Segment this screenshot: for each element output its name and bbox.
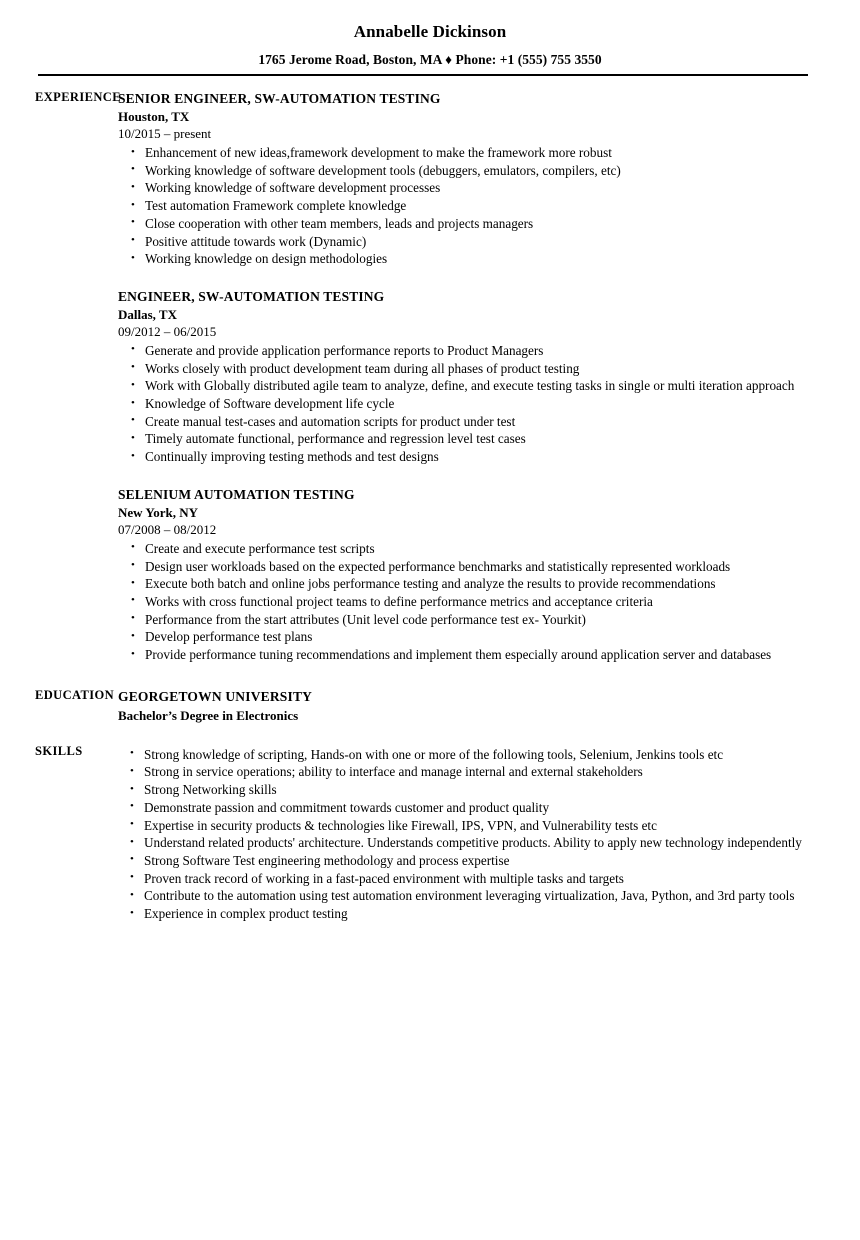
list-item: • Enhancement of new ideas,framework development to make the framework more robust [118,144,812,162]
job-responsibility-list [118,540,812,664]
list-item: • Timely automate functional, performance and regression level test cases [118,430,812,448]
list-item: • Positive attitude towards work (Dynamic) [118,233,812,251]
list-item: • Understand related products' architecture. Understands competitive products. Ability to apply new technology independently [118,834,812,852]
list-item: • Working knowledge of software development processes [118,179,812,197]
list-item: • Generate and provide application performance reports to Product Managers [118,342,812,360]
experience-entry [118,90,812,268]
experience-section [0,90,860,664]
list-item: • Develop performance test plans [118,628,812,646]
job-responsibility-list [118,342,812,466]
list-item: • Work with Globally distributed agile team to analyze, define, and execute testing tasks in single or multi iteration approach [118,377,812,395]
education-section [0,688,860,724]
job-dates: 10/2015 – present [118,126,212,141]
education-school: GEORGETOWN UNIVERSITY [118,688,313,704]
candidate-name: Annabelle Dickinson [353,22,507,41]
list-item: • Contribute to the automation using test automation environment leveraging virtualization, Java, Python, and 3rd party tools [118,887,812,905]
skills-list [118,746,812,923]
list-item: • Create and execute performance test scripts [118,540,812,558]
list-item: • Provide performance tuning recommendations and implement them especially around application server and databases [118,646,812,664]
education-body [118,688,860,724]
list-item: • Strong in service operations; ability to interface and manage internal and external stakeholders [118,763,812,781]
list-item: • Performance from the start attributes (Unit level code performance test ex- Yourkit) [118,611,812,629]
list-item: • Close cooperation with other team members, leads and projects managers [118,215,812,233]
job-dates: 07/2008 – 08/2012 [118,521,217,537]
skills-section [0,744,860,923]
job-location: Dallas, TX [118,306,177,322]
list-item: • Continually improving testing methods and test designs [118,448,812,466]
list-item: • Execute both batch and online jobs performance testing and analyze the results to provide recommendations [118,575,812,593]
candidate-contact-line: 1765 Jerome Road, Boston, MA ♦ Phone: +1 (555) 755 3550 [258,52,602,67]
job-location: Houston, TX [118,109,190,124]
job-dates: 09/2012 – 06/2015 [118,323,217,339]
list-item: • Demonstrate passion and commitment towards customer and product quality [118,799,812,817]
education-entry [118,688,812,724]
list-item: • Working knowledge of software development tools (debuggers, emulators, compilers, etc) [118,162,812,180]
list-item: • Strong knowledge of scripting, Hands-on with one or more of the following tools, Selenium, Jenkins tools etc [118,746,812,764]
experience-entry [118,288,812,466]
list-item: • Strong Networking skills [118,781,812,799]
job-responsibility-list [118,144,812,268]
education-degree: Bachelor’s Degree in Electronics [118,707,299,723]
list-item: • Works with cross functional project teams to define performance metrics and acceptance criteria [118,593,812,611]
resume-header [0,0,860,68]
section-label-skills: SKILLS [35,743,83,758]
experience-body [118,90,860,664]
experience-entry [118,486,812,664]
list-item: • Works closely with product development team during all phases of product testing [118,360,812,378]
list-item: • Knowledge of Software development life cycle [118,395,812,413]
list-item: • Design user workloads based on the expected performance benchmarks and statistically represented workloads [118,558,812,576]
list-item: • Expertise in security products & technologies like Firewall, IPS, VPN, and Vulnerability tests etc [118,817,812,835]
list-item: • Experience in complex product testing [118,905,812,923]
list-item: • Test automation Framework complete knowledge [118,197,812,215]
section-label-experience: EXPERIENCE [35,90,121,104]
list-item: • Working knowledge on design methodologies [118,250,812,268]
header-divider [38,74,808,76]
section-label-education: EDUCATION [35,687,115,702]
list-item: • Create manual test-cases and automation scripts for product under test [118,413,812,431]
skills-body [118,744,860,923]
job-title: SELENIUM AUTOMATION TESTING [118,486,355,502]
list-item: • Strong Software Test engineering methodology and process expertise [118,852,812,870]
job-title: ENGINEER, SW-AUTOMATION TESTING [118,288,385,304]
job-location: New York, NY [118,504,199,520]
list-item: • Proven track record of working in a fast-paced environment with multiple tasks and targets [118,870,812,888]
job-title: SENIOR ENGINEER, SW-AUTOMATION TESTING [118,91,441,106]
